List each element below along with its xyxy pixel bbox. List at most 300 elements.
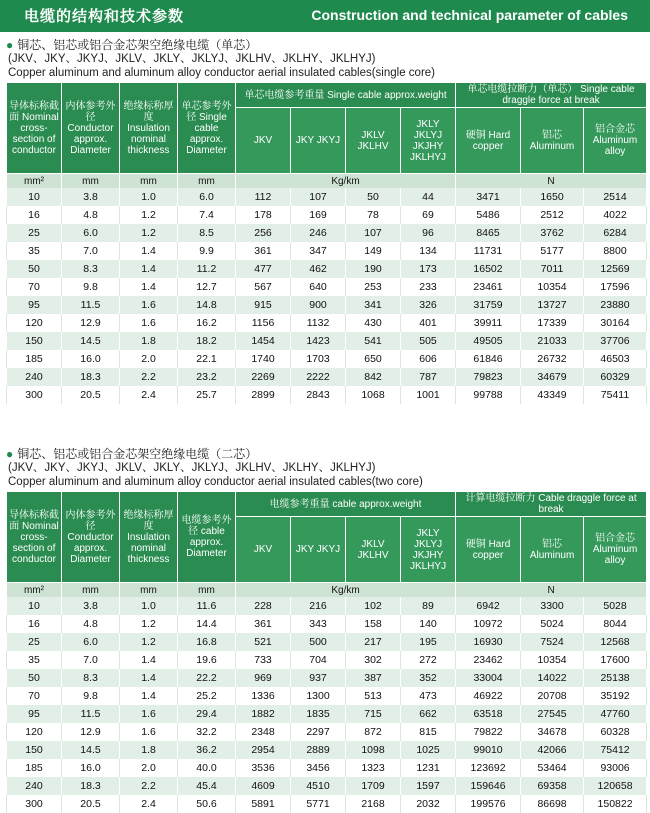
table-cell: 40.0 — [178, 759, 236, 777]
table-cell: 352 — [401, 669, 456, 687]
col-jky-header: JKY JKYJ — [291, 108, 346, 174]
table-cell: 47760 — [584, 705, 647, 723]
weight-group-header: 单芯电缆参考重量 Single cable approx.weight — [236, 83, 456, 108]
table-cell: 18.2 — [178, 332, 236, 350]
table-cell: 1.8 — [120, 332, 178, 350]
table-cell: 30164 — [584, 314, 647, 332]
table-cell: 1068 — [346, 386, 401, 404]
table-row — [7, 615, 647, 633]
table-cell: 25.2 — [178, 687, 236, 705]
table-cell: 347 — [291, 242, 346, 260]
section-title: 铜芯、铝芯或铝合金芯架空绝缘电缆（二芯） — [17, 447, 258, 461]
table-cell: 23462 — [456, 651, 521, 669]
table-cell: 341 — [346, 296, 401, 314]
table-cell: 18.3 — [62, 777, 120, 795]
table-cell: 1740 — [236, 350, 291, 368]
table-row — [7, 188, 647, 206]
model-list: (JKV、JKY、JKYJ、JKLV、JKLY、JKLYJ、JKLHV、JKLHY、JKLHYJ) — [8, 462, 376, 474]
table-cell: 3762 — [521, 224, 584, 242]
table-cell: 7.0 — [62, 651, 120, 669]
table-cell: 134 — [401, 242, 456, 260]
table-cell: 107 — [346, 224, 401, 242]
col-aluminum-header: 铝芯 Aluminum — [521, 108, 584, 174]
table-cell: 10 — [7, 188, 62, 206]
table-cell: 9.8 — [62, 687, 120, 705]
table-cell: 1423 — [291, 332, 346, 350]
table-cell: 650 — [346, 350, 401, 368]
table-cell: 61846 — [456, 350, 521, 368]
table-cell: 16.2 — [178, 314, 236, 332]
table-cell: 9.8 — [62, 278, 120, 296]
col-conductor-diameter-header: 内体参考外径 Conductor approx. Diameter — [62, 83, 120, 174]
table-cell: 2032 — [401, 795, 456, 813]
table-cell: 16930 — [456, 633, 521, 651]
table-cell: 16.0 — [62, 350, 120, 368]
table-cell: 2.0 — [120, 759, 178, 777]
table-cell: 8800 — [584, 242, 647, 260]
table-cell: 1.6 — [120, 314, 178, 332]
table-cell: 11.5 — [62, 296, 120, 314]
model-list: (JKV、JKY、JKYJ、JKLV、JKLY、JKLYJ、JKLHV、JKLHY、JKLHYJ) — [8, 53, 376, 65]
table-cell: 662 — [401, 705, 456, 723]
section-subtitle: Copper aluminum and aluminum alloy conductor aerial insulated cables(two core) — [8, 476, 423, 488]
table-cell: 25 — [7, 224, 62, 242]
table-row — [7, 242, 647, 260]
table-cell: 473 — [401, 687, 456, 705]
section-title: 铜芯、铝芯或铝合金芯架空绝缘电缆（单芯） — [17, 38, 258, 52]
table-cell: 216 — [291, 597, 346, 615]
table-cell: 79822 — [456, 723, 521, 741]
table-cell: 102 — [346, 597, 401, 615]
table-cell: 178 — [236, 206, 291, 224]
table-cell: 2514 — [584, 188, 647, 206]
table-cell: 14.4 — [178, 615, 236, 633]
table-cell: 96 — [401, 224, 456, 242]
table-cell: 8.3 — [62, 669, 120, 687]
table-cell: 1.4 — [120, 260, 178, 278]
table-cell: 22.1 — [178, 350, 236, 368]
table-cell: 300 — [7, 795, 62, 813]
table-cell: 185 — [7, 350, 62, 368]
table-cell: 1.6 — [120, 705, 178, 723]
table-cell: 150 — [7, 741, 62, 759]
table-cell: 361 — [236, 615, 291, 633]
table-cell: 567 — [236, 278, 291, 296]
table-row — [7, 633, 647, 651]
table-cell: 1835 — [291, 705, 346, 723]
table-cell: 1.0 — [120, 188, 178, 206]
table-cell: 300 — [7, 386, 62, 404]
table-cell: 1.2 — [120, 224, 178, 242]
table-cell: 34679 — [521, 368, 584, 386]
table-cell: 95 — [7, 296, 62, 314]
table-cell: 3.8 — [62, 597, 120, 615]
table-cell: 32.2 — [178, 723, 236, 741]
table-cell: 50 — [7, 669, 62, 687]
col-jkv-header: JKV — [236, 517, 291, 583]
table-cell: 240 — [7, 368, 62, 386]
table-cell: 75411 — [584, 386, 647, 404]
single-core-table — [6, 82, 647, 404]
table-cell: 233 — [401, 278, 456, 296]
weight-group-header: 电缆参考重量 cable approx.weight — [236, 492, 456, 517]
table-cell: 150 — [7, 332, 62, 350]
table-cell: 31759 — [456, 296, 521, 314]
table-cell: 25138 — [584, 669, 647, 687]
table-row — [7, 350, 647, 368]
table-cell: 69358 — [521, 777, 584, 795]
table-row — [7, 278, 647, 296]
table-cell: 12.9 — [62, 723, 120, 741]
table-cell: 5028 — [584, 597, 647, 615]
table-cell: 5891 — [236, 795, 291, 813]
table-cell: 20708 — [521, 687, 584, 705]
table-cell: 6284 — [584, 224, 647, 242]
table-cell: 1156 — [236, 314, 291, 332]
table-cell: 302 — [346, 651, 401, 669]
table-cell: 1703 — [291, 350, 346, 368]
col-jkly-header: JKLY JKLYJ JKJHY JKLHYJ — [401, 517, 456, 583]
table-cell: 1132 — [291, 314, 346, 332]
table-cell: 22.2 — [178, 669, 236, 687]
table-cell: 158 — [346, 615, 401, 633]
table-cell: 36.2 — [178, 741, 236, 759]
table-cell: 120658 — [584, 777, 647, 795]
table-cell: 11.6 — [178, 597, 236, 615]
table-cell: 78 — [346, 206, 401, 224]
table-cell: 23.2 — [178, 368, 236, 386]
table-cell: 2889 — [291, 741, 346, 759]
table-cell: 120 — [7, 314, 62, 332]
table-cell: 704 — [291, 651, 346, 669]
table-cell: 361 — [236, 242, 291, 260]
table-cell: 7011 — [521, 260, 584, 278]
table-row — [7, 386, 647, 404]
table-cell: 6.0 — [62, 224, 120, 242]
table-cell: 5771 — [291, 795, 346, 813]
col-cross-section-header: 导体标称截面 Nominal cross-section of conductor — [7, 83, 62, 174]
table-cell: 45.4 — [178, 777, 236, 795]
table-cell: 3456 — [291, 759, 346, 777]
table-cell: 872 — [346, 723, 401, 741]
table-cell: 1.4 — [120, 278, 178, 296]
table-cell: 715 — [346, 705, 401, 723]
single-core-rows — [7, 188, 647, 404]
table-row — [7, 314, 647, 332]
table-row — [7, 332, 647, 350]
table-cell: 1323 — [346, 759, 401, 777]
table-cell: 14.5 — [62, 741, 120, 759]
table-cell: 185 — [7, 759, 62, 777]
table-cell: 1098 — [346, 741, 401, 759]
table-cell: 75412 — [584, 741, 647, 759]
table-cell: 6.0 — [62, 633, 120, 651]
table-cell: 8044 — [584, 615, 647, 633]
table-cell: 2954 — [236, 741, 291, 759]
col-hard-copper-header: 硬铜 Hard copper — [456, 517, 521, 583]
table-cell: 25 — [7, 633, 62, 651]
table-cell: 240 — [7, 777, 62, 795]
table-cell: 10972 — [456, 615, 521, 633]
table-cell: 7524 — [521, 633, 584, 651]
table-cell: 60328 — [584, 723, 647, 741]
table-cell: 23880 — [584, 296, 647, 314]
table-cell: 14.5 — [62, 332, 120, 350]
table-cell: 8465 — [456, 224, 521, 242]
col-jkv-header: JKV — [236, 108, 291, 174]
table-cell: 79823 — [456, 368, 521, 386]
table-row — [7, 741, 647, 759]
table-cell: 16.0 — [62, 759, 120, 777]
table-cell: 1300 — [291, 687, 346, 705]
col-insulation-thickness-header: 绝缘标称厚度 Insulation nominal thickness — [120, 492, 178, 583]
table-row — [7, 795, 647, 813]
table-cell: 5177 — [521, 242, 584, 260]
bullet-icon: ● — [6, 447, 14, 461]
table-cell: 253 — [346, 278, 401, 296]
table-cell: 37706 — [584, 332, 647, 350]
table-cell: 1.4 — [120, 669, 178, 687]
table-cell: 29.4 — [178, 705, 236, 723]
table-cell: 11.2 — [178, 260, 236, 278]
table-cell: 50 — [346, 188, 401, 206]
table-cell: 120 — [7, 723, 62, 741]
table-cell: 2168 — [346, 795, 401, 813]
table-cell: 6.0 — [178, 188, 236, 206]
table-cell: 1.2 — [120, 633, 178, 651]
table-cell: 4510 — [291, 777, 346, 795]
table-row — [7, 723, 647, 741]
table-cell: 14.8 — [178, 296, 236, 314]
table-cell: 272 — [401, 651, 456, 669]
table-cell: 10354 — [521, 278, 584, 296]
table-cell: 16 — [7, 206, 62, 224]
table-cell: 1.6 — [120, 723, 178, 741]
table-cell: 4609 — [236, 777, 291, 795]
col-jky-header: JKY JKYJ — [291, 517, 346, 583]
table-cell: 63518 — [456, 705, 521, 723]
table-cell: 17339 — [521, 314, 584, 332]
table-cell: 640 — [291, 278, 346, 296]
table-cell: 900 — [291, 296, 346, 314]
table-cell: 2.2 — [120, 368, 178, 386]
table-cell: 2348 — [236, 723, 291, 741]
table-cell: 69 — [401, 206, 456, 224]
table-cell: 401 — [401, 314, 456, 332]
table-cell: 387 — [346, 669, 401, 687]
table-row — [7, 705, 647, 723]
table-cell: 17600 — [584, 651, 647, 669]
table-cell: 39911 — [456, 314, 521, 332]
table-cell: 46922 — [456, 687, 521, 705]
table-cell: 8.3 — [62, 260, 120, 278]
table-cell: 60329 — [584, 368, 647, 386]
table-row — [7, 669, 647, 687]
table-cell: 246 — [291, 224, 346, 242]
table-cell: 20.5 — [62, 795, 120, 813]
table-cell: 2843 — [291, 386, 346, 404]
table-cell: 7.4 — [178, 206, 236, 224]
section-subtitle: Copper aluminum and aluminum alloy conductor aerial insulated cables(single core) — [8, 67, 435, 79]
table-cell: 16 — [7, 615, 62, 633]
table-cell: 500 — [291, 633, 346, 651]
table-cell: 9.9 — [178, 242, 236, 260]
table-cell: 50 — [7, 260, 62, 278]
table-cell: 12569 — [584, 260, 647, 278]
col-insulation-thickness-header: 绝缘标称厚度 Insulation nominal thickness — [120, 83, 178, 174]
table-row — [7, 206, 647, 224]
table-cell: 44 — [401, 188, 456, 206]
table-cell: 1336 — [236, 687, 291, 705]
table-cell: 33004 — [456, 669, 521, 687]
table-cell: 11.5 — [62, 705, 120, 723]
table-cell: 149 — [346, 242, 401, 260]
table-cell: 70 — [7, 278, 62, 296]
table-cell: 123692 — [456, 759, 521, 777]
table-cell: 1.4 — [120, 651, 178, 669]
table-row — [7, 687, 647, 705]
banner-title-en: Construction and technical parameter of cables — [311, 7, 628, 23]
table-cell: 915 — [236, 296, 291, 314]
table-cell: 1.4 — [120, 687, 178, 705]
table-cell: 89 — [401, 597, 456, 615]
table-cell: 969 — [236, 669, 291, 687]
col-cable-diameter-header: 单芯参考外径 Single cable approx. Diameter — [178, 83, 236, 174]
table-cell: 2.0 — [120, 350, 178, 368]
table-cell: 21033 — [521, 332, 584, 350]
units-row: mm² mm mm mm Kg/km N — [7, 583, 647, 598]
table-cell: 99010 — [456, 741, 521, 759]
table-cell: 190 — [346, 260, 401, 278]
table-cell: 4.8 — [62, 206, 120, 224]
table-cell: 107 — [291, 188, 346, 206]
table-cell: 1454 — [236, 332, 291, 350]
col-jkly-header: JKLY JKLYJ JKJHY JKLHYJ — [401, 108, 456, 174]
table-cell: 1882 — [236, 705, 291, 723]
table-cell: 505 — [401, 332, 456, 350]
table-cell: 1709 — [346, 777, 401, 795]
table-cell: 606 — [401, 350, 456, 368]
table-cell: 462 — [291, 260, 346, 278]
table-cell: 49505 — [456, 332, 521, 350]
table-cell: 26732 — [521, 350, 584, 368]
table-cell: 2.4 — [120, 795, 178, 813]
table-cell: 1025 — [401, 741, 456, 759]
col-alloy-header: 铝合金芯 Aluminum alloy — [584, 517, 647, 583]
table-cell: 1.2 — [120, 615, 178, 633]
table-cell: 19.6 — [178, 651, 236, 669]
table-cell: 1.2 — [120, 206, 178, 224]
table-cell: 95 — [7, 705, 62, 723]
table-row — [7, 224, 647, 242]
table-cell: 2269 — [236, 368, 291, 386]
table-cell: 93006 — [584, 759, 647, 777]
table-cell: 42066 — [521, 741, 584, 759]
force-group-header: 单芯电缆拉断力（单芯） Single cable draggle force at break — [456, 83, 647, 108]
col-cross-section-header: 导体标称截面 Nominal cross-section of conductor — [7, 492, 62, 583]
table-cell: 2297 — [291, 723, 346, 741]
table-cell: 11731 — [456, 242, 521, 260]
table-cell: 3.8 — [62, 188, 120, 206]
table-cell: 27545 — [521, 705, 584, 723]
units-row: mm² mm mm mm Kg/km N — [7, 174, 647, 189]
table-cell: 16502 — [456, 260, 521, 278]
two-core-table — [6, 491, 647, 813]
header-banner — [0, 0, 650, 32]
table-cell: 2512 — [521, 206, 584, 224]
table-cell: 99788 — [456, 386, 521, 404]
table-cell: 35 — [7, 242, 62, 260]
col-cable-diameter-header: 电缆参考外径 cable approx. Diameter — [178, 492, 236, 583]
table-cell: 12.9 — [62, 314, 120, 332]
table-cell: 326 — [401, 296, 456, 314]
table-cell: 1.4 — [120, 242, 178, 260]
table-cell: 521 — [236, 633, 291, 651]
table-cell: 50.6 — [178, 795, 236, 813]
table-cell: 173 — [401, 260, 456, 278]
table-row — [7, 597, 647, 615]
force-group-header: 计算电缆拉断力 Cable draggle force at break — [456, 492, 647, 517]
table-cell: 5486 — [456, 206, 521, 224]
table-cell: 140 — [401, 615, 456, 633]
table-cell: 86698 — [521, 795, 584, 813]
table-cell: 1.6 — [120, 296, 178, 314]
table-cell: 3536 — [236, 759, 291, 777]
table-cell: 477 — [236, 260, 291, 278]
table-cell: 7.0 — [62, 242, 120, 260]
table-cell: 842 — [346, 368, 401, 386]
table-cell: 53464 — [521, 759, 584, 777]
table-cell: 1.0 — [120, 597, 178, 615]
table-cell: 513 — [346, 687, 401, 705]
table-cell: 159646 — [456, 777, 521, 795]
two-core-section — [6, 447, 646, 813]
table-row — [7, 260, 647, 278]
table-cell: 541 — [346, 332, 401, 350]
table-cell: 35192 — [584, 687, 647, 705]
table-cell: 20.5 — [62, 386, 120, 404]
table-cell: 228 — [236, 597, 291, 615]
table-cell: 2.4 — [120, 386, 178, 404]
table-row — [7, 759, 647, 777]
table-cell: 23461 — [456, 278, 521, 296]
table-cell: 733 — [236, 651, 291, 669]
table-cell: 70 — [7, 687, 62, 705]
col-jklv-header: JKLV JKLHV — [346, 517, 401, 583]
col-alloy-header: 铝合金芯 Aluminum alloy — [584, 108, 647, 174]
table-cell: 112 — [236, 188, 291, 206]
table-cell: 169 — [291, 206, 346, 224]
table-cell: 1650 — [521, 188, 584, 206]
table-cell: 12568 — [584, 633, 647, 651]
table-cell: 195 — [401, 633, 456, 651]
table-cell: 25.7 — [178, 386, 236, 404]
table-cell: 14022 — [521, 669, 584, 687]
table-cell: 8.5 — [178, 224, 236, 242]
col-hard-copper-header: 硬铜 Hard copper — [456, 108, 521, 174]
table-cell: 46503 — [584, 350, 647, 368]
table-cell: 343 — [291, 615, 346, 633]
table-cell: 1.8 — [120, 741, 178, 759]
table-cell: 10 — [7, 597, 62, 615]
col-conductor-diameter-header: 内体参考外径 Conductor approx. Diameter — [62, 492, 120, 583]
single-core-section — [6, 38, 646, 404]
table-cell: 217 — [346, 633, 401, 651]
table-cell: 4022 — [584, 206, 647, 224]
table-row — [7, 368, 647, 386]
table-cell: 12.7 — [178, 278, 236, 296]
col-aluminum-header: 铝芯 Aluminum — [521, 517, 584, 583]
